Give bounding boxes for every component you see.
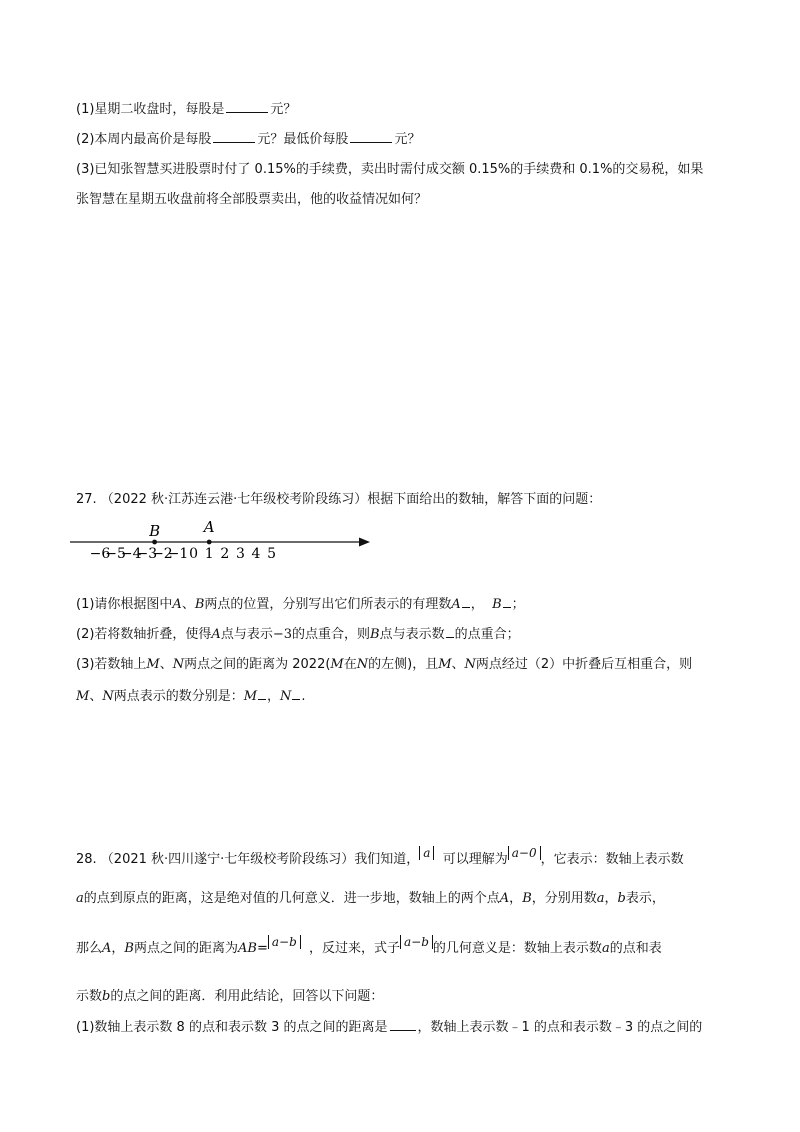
q27-part2-text-c: 的点重合，则 [292,627,371,642]
q27-part3-text-a: (3)若数轴上 [76,657,147,672]
number-line-figure [70,514,380,566]
equals: = [256,941,268,956]
answer-blank [258,687,266,700]
q28-line5-text-a: (1)数轴上表示数 8 的点和表示数 3 的点之间的距离是 [76,1020,388,1035]
var-M: M [146,657,160,672]
q26-part2-text: (2)本周内最高价是每股 [76,132,212,147]
q26-part3-line1: (3)已知张智慧买进股票时付了 0.15%的手续费，卖出时需付成交额 0.15%的手续费和 0.1%的交易税，如果 [76,162,704,177]
q28-header-text-b: 可以理解为 [442,852,508,867]
q28-line2-text-f: ，分别用数 [531,891,597,906]
answer-blank [213,130,255,143]
var-a: a [601,941,610,956]
q27-part1 [76,595,740,614]
point-B-label: B [149,522,161,540]
q27-part3-text-c: 两点之间的距离为 2022( [184,657,331,672]
q27-part3-line2 [76,687,740,706]
q27-part3-sep3: 、 [89,689,103,704]
answer-blank [226,100,268,113]
q28-line3 [76,935,740,958]
answer-blank [446,625,454,638]
var-N: N [280,689,292,704]
q28-line3-text-e: 两点之间的距离为 [133,941,238,956]
var-M: M [438,657,452,672]
q27-part1-sep: 、 [181,597,195,612]
q27-part2 [76,625,740,644]
tick-label: −1 [167,546,189,562]
tick-label: 4 [251,546,261,562]
q27-part2-text-b: 点与表示 [220,627,273,642]
q28-line5 [76,1018,740,1037]
var-M: M [243,689,258,704]
var-N: N [356,657,369,672]
q28-line3-text-i: 的几何意义是：数轴上表示数 [432,941,602,956]
point-A-dot [207,540,212,545]
var-A: A [102,941,112,956]
var-a: a [76,891,84,906]
abs-a-expression: a [419,846,434,860]
var-M: M [330,657,344,672]
comma: ， [604,891,618,906]
answer-blank [503,595,511,608]
q28-line4-text-c: 的点之间的距离．利用此结论，回答以下问题： [110,989,384,1004]
q28-line1 [76,846,740,869]
abs-a-minus-b-expression: a−b [268,935,301,949]
tick-label: −3 [136,546,158,562]
q26-part1-text: (1)星期二收盘时，每股是 [76,102,225,117]
q26-part2-mid: 元？最低价每股 [257,132,349,147]
tick-label: 0 [189,546,199,562]
var-b: b [102,989,111,1004]
tick-label: −5 [105,546,126,562]
answer-blank [292,687,300,700]
q27-part3-sep: 、 [159,657,173,672]
q27-part3-text-g: 两点经过（2）中折叠后互相重合，则 [475,657,693,672]
neg-three: −3 [272,627,292,642]
var-B: B [194,597,205,612]
var-A: A [172,597,182,612]
abs-a-minus-b-expression: a−b [400,935,433,949]
q27-header: 27. （2022 秋·江苏连云港·七年级校考阶段练习）根据下面给出的数轴，解答下面的问题： [76,492,602,507]
q28-line2-text: 的点到原点的距离，这是绝对值的几何意义．进一步地，数轴上的两个点 [83,891,500,906]
q28-header-text-c: ，它表示：数轴上表示数 [540,852,684,867]
q27-part2-text-a: (2)若将数轴折叠，使得 [76,627,212,642]
var-b: b [617,891,626,906]
var-B: B [370,627,380,642]
point-A-label: A [203,518,215,536]
point-B-dot [152,540,157,545]
q27-part3-line1 [76,656,740,674]
q27-part3-text-i: 两点表示的数分别是： [113,689,244,704]
var-A: A [211,627,221,642]
var-A: A [499,891,510,906]
q28-header-text: 28. （2021 秋·四川遂宁·七年级校考阶段练习）我们知道， [76,852,420,867]
var-B: B [522,891,532,906]
q27-part3-comma: ， [267,689,281,704]
q27-part3-sep2: 、 [451,657,465,672]
tick-label: 3 [235,546,245,562]
var-B: B [124,941,134,956]
tick-label: −2 [152,546,173,562]
var-N: N [464,657,476,672]
tick-label: 5 [267,546,277,562]
q26-part2-unit: 元？ [394,132,421,147]
q27-part2-text-d: 点与表示数 [379,627,445,642]
var-N: N [172,657,185,672]
abs-a-minus-0-expression: a−0 [508,846,541,860]
comma: ， [111,941,125,956]
q27-part3-text-d: 在 [343,657,357,672]
q27-part1-text-a: (1)请你根据图中 [76,597,173,612]
var-a: a [596,891,605,906]
q27-part3-period: . [301,689,306,704]
tick-label: 1 [204,546,214,562]
q27-part2-text-e: 的点重合； [454,627,520,642]
q27-part3-text-e: 的左侧)，且 [368,657,439,672]
number-line-arrow [359,538,370,547]
q27-part1-comma: ， [470,597,484,612]
q28-line4 [76,988,740,1006]
q27-part1-text-c: 两点的位置，分别写出它们所表示的有理数 [204,597,452,612]
q26-part2 [76,130,740,149]
tick-label: −6 [89,546,111,562]
tick-label: −4 [120,546,142,562]
comma: ， [509,891,523,906]
var-A: A [451,597,461,612]
var-B: B [492,597,502,612]
answer-blank [350,130,392,143]
var-M: M [76,689,90,704]
answer-blank [462,595,470,608]
q28-line2-text-j: 表示， [625,891,665,906]
q28-line5-text-b: ，数轴上表示数﹣1 的点和表示数﹣3 的点之间的 [417,1020,703,1035]
q28-line2 [76,890,740,908]
q26-part1-unit: 元？ [270,102,297,117]
q28-line4-text-a: 示数 [76,989,103,1004]
q28-line3-text-k: 的点和表 [609,941,662,956]
q26-part1 [76,100,740,119]
var-N: N [102,689,114,704]
q28-line3-text-a: 那么 [76,941,103,956]
answer-blank [390,1018,416,1031]
q27-part1-end: ； [511,597,525,612]
q26-part3-line2: 张智慧在星期五收盘前将全部股票卖出，他的收益情况如何？ [76,192,428,207]
q28-line3-text-h: ，反过来，式子 [309,941,401,956]
var-AB: AB [238,941,257,956]
tick-label: 2 [220,546,230,562]
